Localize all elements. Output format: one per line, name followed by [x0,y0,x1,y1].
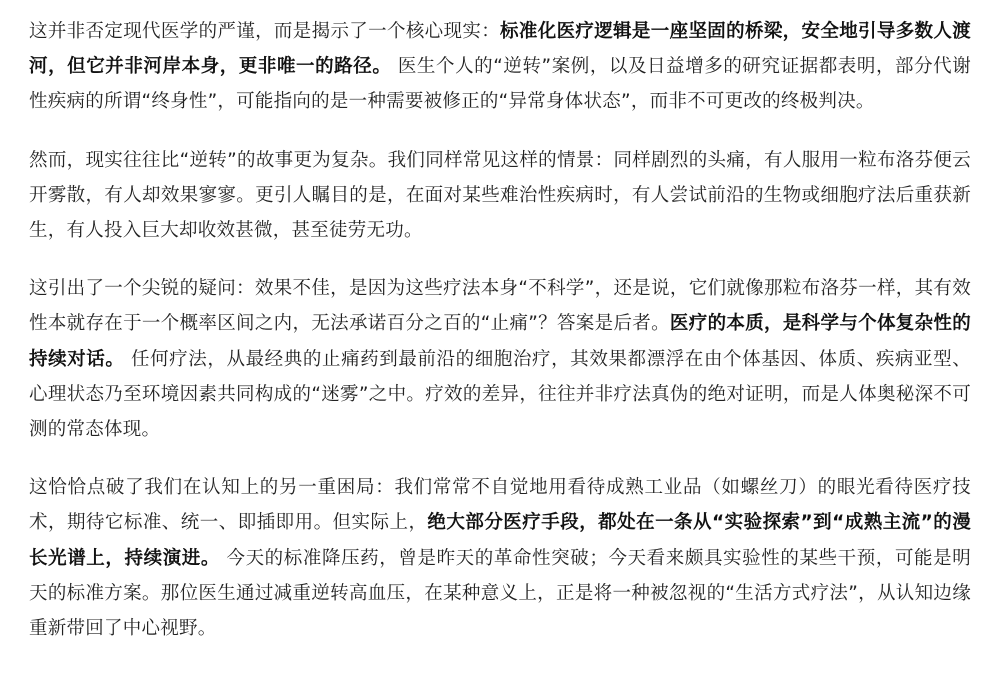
paragraph-1-emphasis: 标准化医疗逻辑是一座坚固的桥梁，安全地引导多数人渡河，但它并非河岸本身，更非唯一的路径。 [29,21,971,78]
paragraph-3 [29,271,971,447]
paragraph-1 [29,14,971,120]
paragraph-4-emphasis: 绝大部分医疗手段，都处在一条从“实验探索”到“成熟主流”的漫长光谱上，持续演进。 [29,512,971,569]
paragraph-1-text: 这并非否定现代医学的严谨，而是揭示了一个核心现实： [29,21,501,42]
paragraph-3-emphasis: 医疗的本质，是科学与个体复杂性的持续对话。 [29,313,971,370]
paragraph-2-text: 然而，现实往往比“逆转”的故事更为复杂。我们同样常见这样的情景：同样剧烈的头痛，有人服用一粒布洛芬便云开雾散，有人却效果寥寥。更引人瞩目的是，在面对某些难治性疾病时，有人尝试前沿的生物或细胞疗法后重获新生，有人投入巨大却收效甚微，甚至徒劳无功。 [29,149,971,242]
paragraph-3-text-cont: 任何疗法，从最经典的止痛药到最前沿的细胞治疗，其效果都漂浮在由个体基因、体质、疾病亚型、心理状态乃至环境因素共同构成的“迷雾”之中。疗效的差异，往往并非疗法真伪的绝对证明，而是人体奥秘深不可测的常态体现。 [29,348,971,441]
paragraph-2 [29,143,971,249]
paragraph-3-text: 这引出了一个尖锐的疑问：效果不佳，是因为这些疗法本身“不科学”，还是说，它们就像那粒布洛芬一样，其有效性本就存在于一个概率区间之内，无法承诺百分之百的“止痛”？答案是后者。 [29,278,971,335]
paragraph-4-text: 这恰恰点破了我们在认知上的另一重困局：我们常常不自觉地用看待成熟工业品（如螺丝刀）的眼光看待医疗技术，期待它标准、统一、即插即用。但实际上， [29,477,971,534]
paragraph-4-text-cont: 今天的标准降压药，曾是昨天的革命性突破；今天看来颇具实验性的某些干预，可能是明天的标准方案。那位医生通过减重逆转高血压，在某种意义上，正是将一种被忽视的“生活方式疗法”，从认知边缘重新带回了中心视野。 [29,547,971,640]
paragraph-1-text-cont: 医生个人的“逆转”案例，以及日益增多的研究证据都表明，部分代谢性疾病的所谓“终身性”，可能指向的是一种需要被修正的“异常身体状态”，而非不可更改的终极判决。 [29,56,971,113]
paragraph-4 [29,470,971,646]
